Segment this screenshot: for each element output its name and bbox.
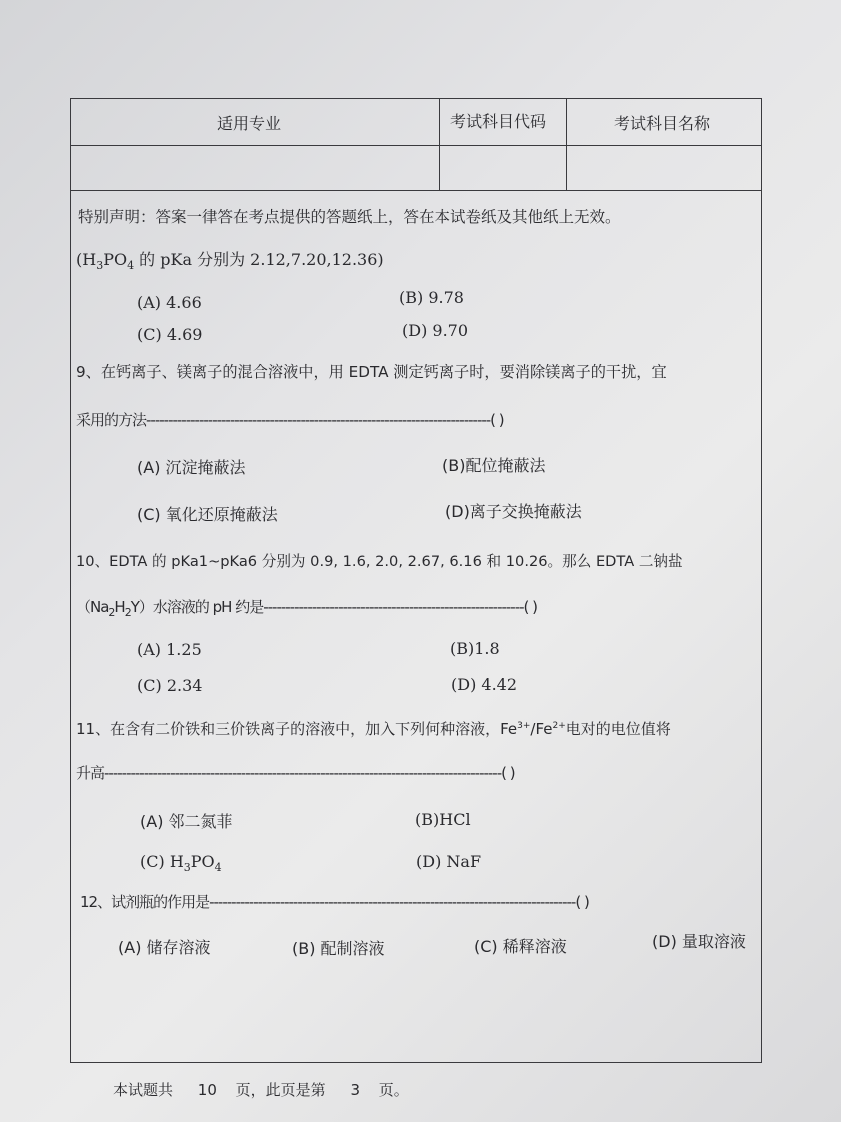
- table-col-divider: [439, 98, 440, 190]
- q8-option-d[interactable]: (D) 9.70: [402, 321, 469, 340]
- table-bottom: [70, 190, 762, 191]
- header-major: 适用专业: [217, 114, 282, 133]
- q12-stem: 12、试剂瓶的作用是-----------------------------------------------------------------------------------( ): [80, 893, 589, 911]
- q11-option-c[interactable]: (C) $H_3PO_4$: [140, 852, 222, 875]
- q11-stem: 11、在含有二价铁和三价铁离子的溶液中，加入下列何种溶液，$Fe^{3+}/Fe^{2+}$电对的电位值将: [76, 720, 671, 738]
- footer-total-pages: 10: [197, 1081, 217, 1099]
- q9-option-c[interactable]: (C) 氧化还原掩蔽法: [137, 505, 278, 524]
- q9-stem-line2: 采用的方法------------------------------------------------------------------------------( ): [76, 411, 504, 429]
- q9-option-a[interactable]: (A) 沉淀掩蔽法: [137, 458, 246, 477]
- q8-option-c[interactable]: (C) 4.69: [137, 325, 203, 344]
- q10-option-d[interactable]: (D) 4.42: [451, 675, 518, 694]
- page-footer: [113, 1080, 409, 1100]
- header-subject-name: 考试科目名称: [614, 114, 711, 133]
- table-divider: [70, 145, 762, 146]
- q8-option-b[interactable]: (B) 9.78: [399, 288, 464, 307]
- footer-text: 页，此页是第: [235, 1081, 326, 1099]
- q9-option-d[interactable]: (D)离子交换掩蔽法: [445, 502, 582, 521]
- q9-option-b[interactable]: (B)配位掩蔽法: [442, 456, 546, 475]
- q12-option-b[interactable]: (B) 配制溶液: [292, 939, 385, 958]
- q10-option-c[interactable]: (C) 2.34: [137, 676, 203, 695]
- q10-stem: 10、EDTA 的 pKa1~pKa6 分别为 0.9, 1.6, 2.0, 2.67, 6.16 和 10.26。那么 EDTA 二钠盐: [76, 553, 683, 570]
- q8-option-a[interactable]: (A) 4.66: [137, 293, 202, 312]
- q11-option-b[interactable]: (B)HCl: [415, 810, 471, 829]
- footer-current-page: 3: [350, 1081, 361, 1099]
- q12-option-c[interactable]: (C) 稀释溶液: [474, 937, 567, 956]
- q11-option-a[interactable]: (A) 邻二氮菲: [140, 812, 233, 831]
- q9-stem: 9、在钙离子、镁离子的混合溶液中，用 EDTA 测定钙离子时，要消除镁离子的干扰，宜: [76, 363, 667, 381]
- q10-stem-line2: $(Na_2H_2Y)$水溶液的 pH 约是-----------------------------------------------------------( ): [76, 598, 538, 619]
- table-col-divider: [566, 98, 567, 190]
- page-border: [70, 98, 762, 1063]
- q10-option-a[interactable]: (A) 1.25: [137, 640, 202, 659]
- special-notice: 特别声明：答案一律答在考点提供的答题纸上，答在本试卷纸及其他纸上无效。: [78, 208, 621, 226]
- q10-option-b[interactable]: (B)1.8: [450, 639, 500, 658]
- footer-text: 本试题共: [113, 1081, 174, 1099]
- footer-text: 页。: [378, 1081, 409, 1099]
- q12-option-a[interactable]: (A) 储存溶液: [118, 938, 211, 957]
- q8-note: ($H_3PO_4$ 的 pKa 分别为 2.12,7.20,12.36): [76, 250, 384, 273]
- q11-stem-line2: 升高------------------------------------------------------------------------------------------( ): [76, 764, 515, 782]
- q11-option-d[interactable]: (D) NaF: [416, 852, 482, 871]
- q12-option-d[interactable]: (D) 量取溶液: [652, 932, 746, 951]
- header-subject-code: 考试科目代码: [450, 112, 547, 131]
